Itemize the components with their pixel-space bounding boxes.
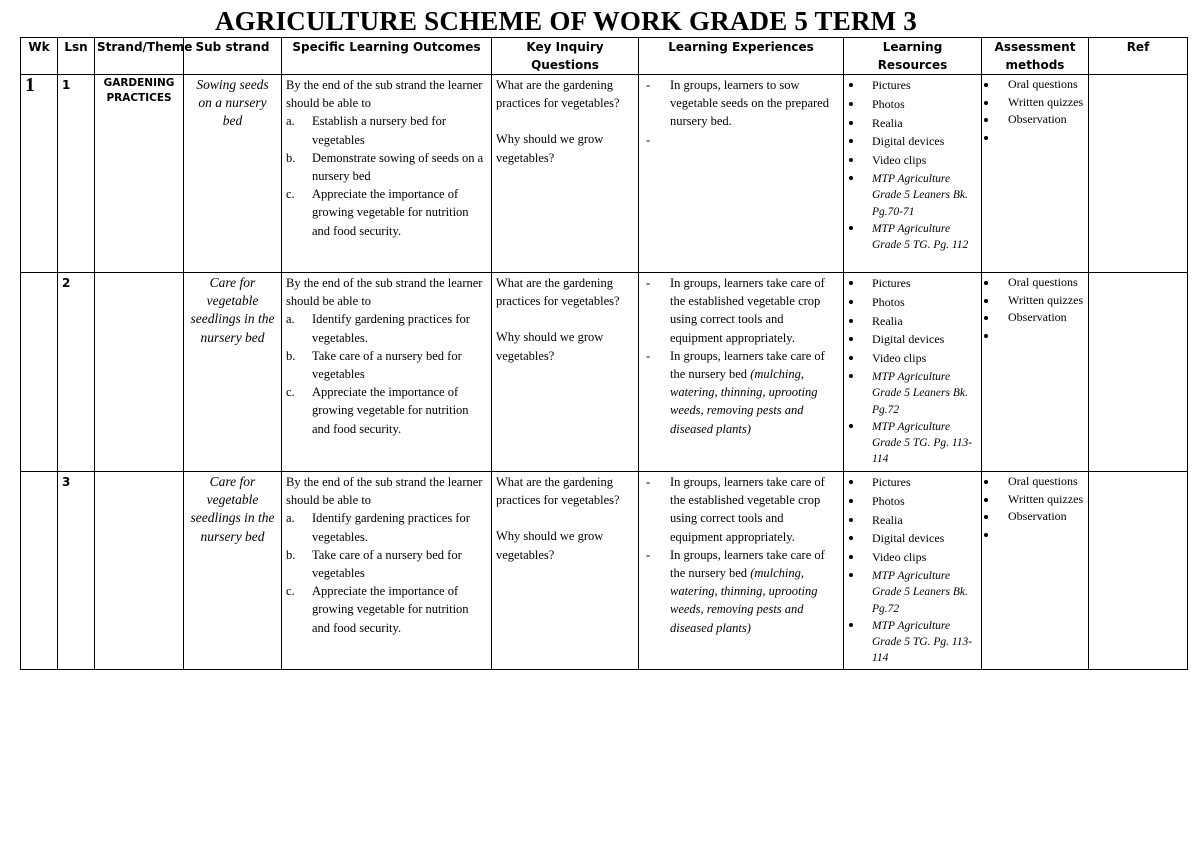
resource-reference: MTP Agriculture Grade 5 TG. Pg. 112: [848, 220, 977, 254]
header-assessment: Assessment methods: [982, 38, 1089, 75]
outcome-marker: b.: [286, 150, 296, 165]
assessment-cell: [982, 273, 1089, 472]
strand-cell: [95, 75, 184, 273]
experiences-cell: [639, 273, 844, 472]
outcome-text: Identify gardening practices for vegetables.: [312, 511, 470, 544]
header-lsn: Lsn: [58, 38, 95, 75]
experience-item: - In groups, learners take care of the established vegetable crop using correct tools and equipment appropriately.: [643, 274, 839, 347]
table-row: [21, 273, 1188, 472]
outcome-marker: b.: [286, 348, 296, 363]
resource-reference: MTP Agriculture Grade 5 TG. Pg. 113-114: [848, 617, 977, 667]
resources-cell: [844, 75, 982, 273]
assessment-list: [986, 473, 1084, 534]
resource-reference: MTP Agriculture Grade 5 Leaners Bk. Pg.72: [848, 567, 977, 617]
ref-cell: [1089, 472, 1188, 670]
resource-reference: MTP Agriculture Grade 5 Leaners Bk. Pg.70-71: [848, 170, 977, 220]
experiences-list: [643, 76, 839, 149]
assessment-item: Observation: [986, 508, 1084, 526]
experiences-cell: [639, 472, 844, 670]
outcome-text: Appreciate the importance of growing vegetable for nutrition and food security.: [312, 187, 469, 238]
question-2: Why should we grow vegetables?: [496, 529, 604, 562]
experience-item: - In groups, learners take care of the nursery bed (mulching, watering, thinning, uprooting weeds, removing pests and diseased plants): [643, 347, 839, 438]
outcome-text: Take care of a nursery bed for vegetables: [312, 348, 462, 382]
header-wk: Wk: [21, 38, 58, 75]
resource-item: Pictures: [848, 76, 977, 95]
header-sub-strand: Sub strand: [184, 38, 282, 75]
resource-item: Pictures: [848, 274, 977, 293]
experience-item: - In groups, learners to sow vegetable seeds on the prepared nursery bed.: [643, 76, 839, 131]
header-experiences: Learning Experiences: [639, 38, 844, 75]
sub-strand-text: Sowing seeds on a nursery bed: [196, 77, 269, 129]
assessment-empty-bullet: [986, 327, 1084, 335]
outcomes-list: [286, 310, 487, 437]
question-1: What are the gardening practices for vegetables?: [496, 276, 620, 309]
sub-strand-cell: [184, 75, 282, 273]
outcome-marker: c.: [286, 385, 295, 400]
experiences-list: [643, 274, 839, 438]
assessment-cell: [982, 75, 1089, 273]
assessment-item: Oral questions: [986, 76, 1084, 94]
outcomes-intro: By the end of the sub strand the learner should be able to: [286, 78, 483, 111]
resource-item: Photos: [848, 492, 977, 511]
strand-text: GARDENING PRACTICES: [103, 77, 175, 104]
outcome-marker: c.: [286, 584, 295, 599]
ref-cell: [1089, 273, 1188, 472]
outcome-text: Appreciate the importance of growing vegetable for nutrition and food security.: [312, 584, 469, 635]
questions-cell: [492, 75, 639, 273]
experience-item: - In groups, learners take care of the nursery bed (mulching, watering, thinning, uprooting weeds, removing pests and diseased plants): [643, 546, 839, 637]
lesson-number: 3: [62, 475, 71, 489]
strand-cell: [95, 472, 184, 670]
outcome-marker: a.: [286, 114, 295, 129]
resource-item: Realia: [848, 312, 977, 331]
assessment-empty-bullet: [986, 129, 1084, 137]
resource-reference: MTP Agriculture Grade 5 TG. Pg. 113-114: [848, 418, 977, 468]
ref-cell: [1089, 75, 1188, 273]
outcome-item: [286, 347, 487, 383]
resource-item: Digital devices: [848, 132, 977, 151]
outcome-marker: c.: [286, 187, 295, 202]
lesson-cell: [58, 75, 95, 273]
week-cell: [21, 75, 58, 273]
lesson-number: 1: [62, 78, 71, 92]
lesson-number: 2: [62, 276, 71, 290]
header-strand: Strand/Theme: [95, 38, 184, 75]
sub-strand-cell: [184, 273, 282, 472]
outcome-text: Appreciate the importance of growing vegetable for nutrition and food security.: [312, 385, 469, 436]
table-row: [21, 75, 1188, 273]
strand-cell: [95, 273, 184, 472]
assessment-cell: [982, 472, 1089, 670]
outcome-item: [286, 582, 487, 637]
header-ref: Ref: [1089, 38, 1188, 75]
assessment-item: Oral questions: [986, 473, 1084, 491]
outcomes-list: [286, 112, 487, 239]
scheme-of-work-table: [20, 37, 1188, 670]
header-resources: Learning Resources: [844, 38, 982, 75]
outcome-item: [286, 546, 487, 582]
resource-item: Realia: [848, 511, 977, 530]
outcome-text: Identify gardening practices for vegetables.: [312, 312, 470, 345]
page-title: AGRICULTURE SCHEME OF WORK GRADE 5 TERM 3: [214, 6, 918, 36]
outcome-item: [286, 509, 487, 545]
header-outcomes: Specific Learning Outcomes: [282, 38, 492, 75]
resources-list: [848, 473, 977, 667]
week-number: 1: [25, 74, 35, 96]
assessment-item: Observation: [986, 111, 1084, 129]
resource-reference: MTP Agriculture Grade 5 Leaners Bk. Pg.72: [848, 368, 977, 418]
outcomes-intro: By the end of the sub strand the learner should be able to: [286, 475, 483, 508]
assessment-item: Written quizzes: [986, 94, 1084, 112]
outcome-item: [286, 149, 487, 185]
sub-strand-text: Care for vegetable seedlings in the nursery bed: [190, 474, 275, 544]
resource-item: Photos: [848, 95, 977, 114]
experience-item: - In groups, learners take care of the established vegetable crop using correct tools and equipment appropriately.: [643, 473, 839, 546]
question-1: What are the gardening practices for vegetables?: [496, 78, 620, 111]
question-2: Why should we grow vegetables?: [496, 132, 604, 165]
lesson-cell: [58, 273, 95, 472]
outcome-item: [286, 185, 487, 240]
experiences-cell: [639, 75, 844, 273]
outcome-text: Demonstrate sowing of seeds on a nursery bed: [312, 150, 484, 184]
resource-item: Video clips: [848, 548, 977, 567]
week-cell: [21, 472, 58, 670]
outcome-item: [286, 383, 487, 438]
resource-item: Digital devices: [848, 529, 977, 548]
questions-cell: [492, 273, 639, 472]
resources-cell: [844, 472, 982, 670]
assessment-item: Written quizzes: [986, 292, 1084, 310]
resources-cell: [844, 273, 982, 472]
header-questions: Key Inquiry Questions: [492, 38, 639, 75]
header-row: [21, 38, 1188, 75]
experiences-list: [643, 473, 839, 637]
assessment-item: Oral questions: [986, 274, 1084, 292]
assessment-empty-bullet: [986, 526, 1084, 534]
resource-item: Video clips: [848, 151, 977, 170]
outcomes-list: [286, 509, 487, 636]
resources-list: [848, 274, 977, 468]
outcomes-cell: [282, 75, 492, 273]
experience-item: [643, 131, 839, 149]
questions-cell: [492, 472, 639, 670]
resources-list: [848, 76, 977, 253]
outcomes-cell: [282, 472, 492, 670]
outcome-marker: a.: [286, 511, 295, 526]
outcome-text: Establish a nursery bed for vegetables: [312, 114, 446, 147]
outcomes-cell: [282, 273, 492, 472]
outcome-text: Take care of a nursery bed for vegetables: [312, 547, 462, 581]
resource-item: Video clips: [848, 349, 977, 368]
outcomes-intro: By the end of the sub strand the learner should be able to: [286, 276, 483, 309]
outcome-item: [286, 310, 487, 346]
resource-item: Realia: [848, 114, 977, 133]
assessment-item: Observation: [986, 309, 1084, 327]
resource-item: Pictures: [848, 473, 977, 492]
question-1: What are the gardening practices for vegetables?: [496, 475, 620, 508]
sub-strand-text: Care for vegetable seedlings in the nursery bed: [190, 275, 275, 345]
outcome-item: [286, 112, 487, 148]
resource-item: Photos: [848, 293, 977, 312]
table-row: [21, 472, 1188, 670]
assessment-list: [986, 274, 1084, 335]
assessment-list: [986, 76, 1084, 137]
resource-item: Digital devices: [848, 330, 977, 349]
assessment-item: Written quizzes: [986, 491, 1084, 509]
question-2: Why should we grow vegetables?: [496, 330, 604, 363]
outcome-marker: b.: [286, 547, 296, 562]
outcome-marker: a.: [286, 312, 295, 327]
lesson-cell: [58, 472, 95, 670]
sub-strand-cell: [184, 472, 282, 670]
week-cell: [21, 273, 58, 472]
